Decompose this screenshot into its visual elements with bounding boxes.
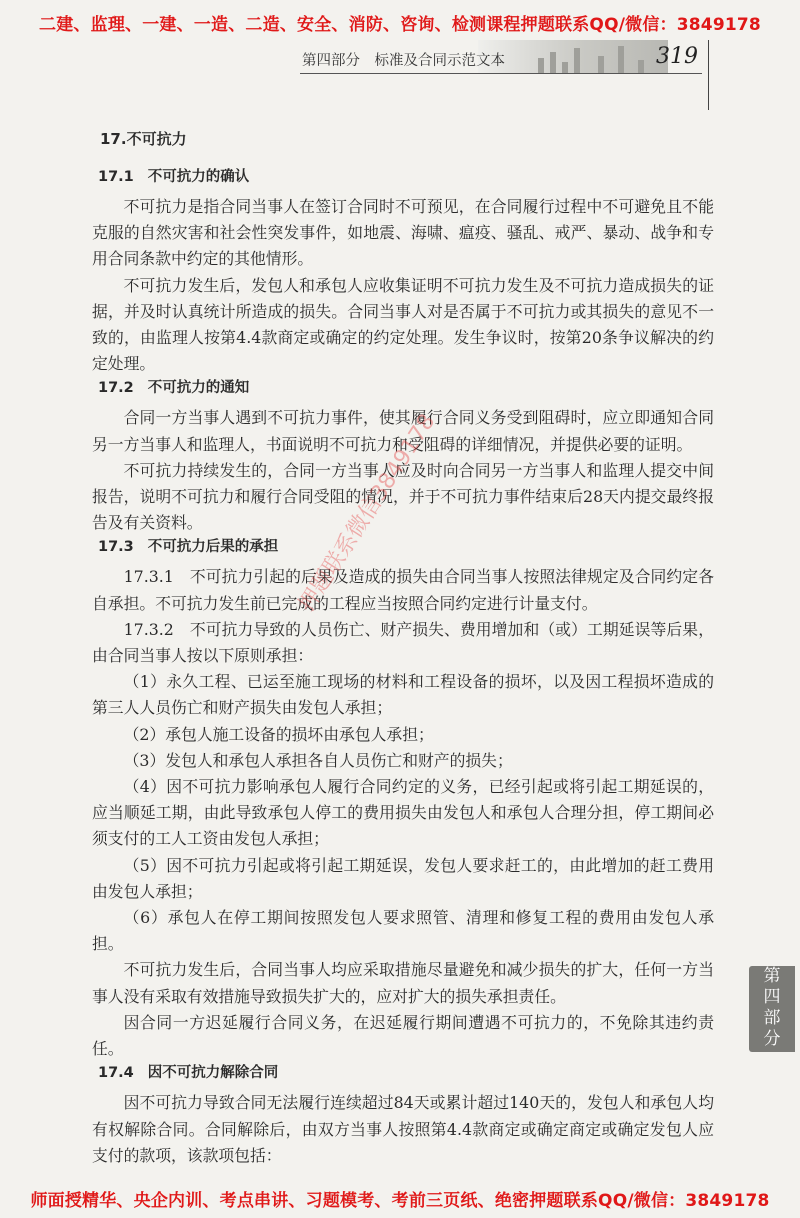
section-side-tab: 第 四 部 分 [749,966,795,1052]
subsection-heading-17-4: 17.4 因不可抗力解除合同 [98,1065,279,1082]
subsection-heading-17-1: 17.1 不可抗力的确认 [98,169,250,185]
list-item: （3）发包人和承包人承担各自人员伤亡和财产的损失； [123,750,513,770]
list-item: （6）承包人在停工期间按照发包人要求照管、清理和修复工程的费用由发包人承担。 [92,908,714,954]
paragraph: 不可抗力持续发生的，合同一方当事人应及时向合同另一方当事人和监理人提交中间报告，说明不可抗力和履行合同受阻的情况，并于不可抗力事件结束后28天内提交最终报告及有关资料。 [92,460,714,533]
list-item: （4）因不可抗力影响承包人履行合同约定的义务，已经引起或将引起工期延误的，应当顺延工期，由此导致承包人停工的费用损失由发包人和承包人合理分担，停工期间必须支付的工人工资由发包人承担； [92,777,714,849]
list-item: （2）承包人施工设备的损坏由承包人承担； [123,724,434,744]
section-heading: 17.不可抗力 [100,130,187,148]
paragraph: 合同一方当事人遇到不可抗力事件，使其履行合同义务受到阻碍时，应立即通知合同另一方当事人和监理人，书面说明不可抗力和受阻碍的详细情况，并提供必要的证明。 [92,408,714,454]
paragraph: 不可抗力发生后，合同当事人均应采取措施尽量避免和减少损失的扩大，任何一方当事人没有采取有效措施导致损失扩大的，应对扩大的损失承担责任。 [92,960,714,1006]
paragraph: 不可抗力发生后，发包人和承包人应收集证明不可抗力发生及不可抗力造成损失的证据，并及时认真统计所造成的损失。合同当事人对是否属于不可抗力或其损失的意见不一致的，由监理人按第4.4款商定或确定的约定处理。发生争议时，按第20条争议解决的约定处理。 [92,275,714,374]
list-item: （1）永久工程、已运至施工现场的材料和工程设备的损坏，以及因工程损坏造成的第三人人员伤亡和财产损失由发包人承担； [92,672,714,718]
subsection-heading-17-2: 17.2 不可抗力的通知 [98,380,250,397]
header-section-title: 第四部分 标准及合同示范文本 [302,53,505,69]
watermark: 押题联系微信3849178 [294,409,441,617]
paragraph: 不可抗力是指合同当事人在签订合同时不可预见，在合同履行过程中不可避免且不能克服的自然灾害和社会性突发事件，如地震、海啸、瘟疫、骚乱、戒严、暴动、战争和专用合同条款中约定的其他情形。 [92,197,714,269]
clause-paragraph: 17.3.2 不可抗力导致的人员伤亡、财产损失、费用增加和（或）工期延误等后果，由合同当事人按以下原则承担： [92,619,714,666]
document-body [92,128,714,1169]
paragraph: 因合同一方迟延履行合同义务，在迟延履行期间遭遇不可抗力的，不免除其违约责任。 [92,1012,714,1059]
page-number: 319 [656,44,698,69]
header-decoration [478,40,668,74]
list-item: （5）因不可抗力引起或将引起工期延误，发包人要求赶工的，由此增加的赶工费用由发包人承担； [92,855,714,901]
promo-banner-bottom: 师面授精华、央企内训、考点串讲、习题模考、考前三页纸、绝密押题联系QQ/微信：3849178 [30,1191,770,1211]
promo-banner-top: 二建、监理、一建、一造、二造、安全、消防、咨询、检测课程押题联系QQ/微信：3849178 [39,15,761,35]
paragraph: 因不可抗力导致合同无法履行连续超过84天或累计超过140天的，发包人和承包人均有权解除合同。合同解除后，由双方当事人按照第4.4款商定或确定商定或确定发包人应支付的款项，该款项包括： [92,1093,714,1165]
page-header [300,40,702,76]
clause-paragraph: 17.3.1 不可抗力引起的后果及造成的损失由合同当事人按照法律规定及合同约定各自承担。不可抗力发生前已完成的工程应当按照合同约定进行计量支付。 [92,567,714,613]
subsection-heading-17-3: 17.3 不可抗力后果的承担 [98,539,279,556]
